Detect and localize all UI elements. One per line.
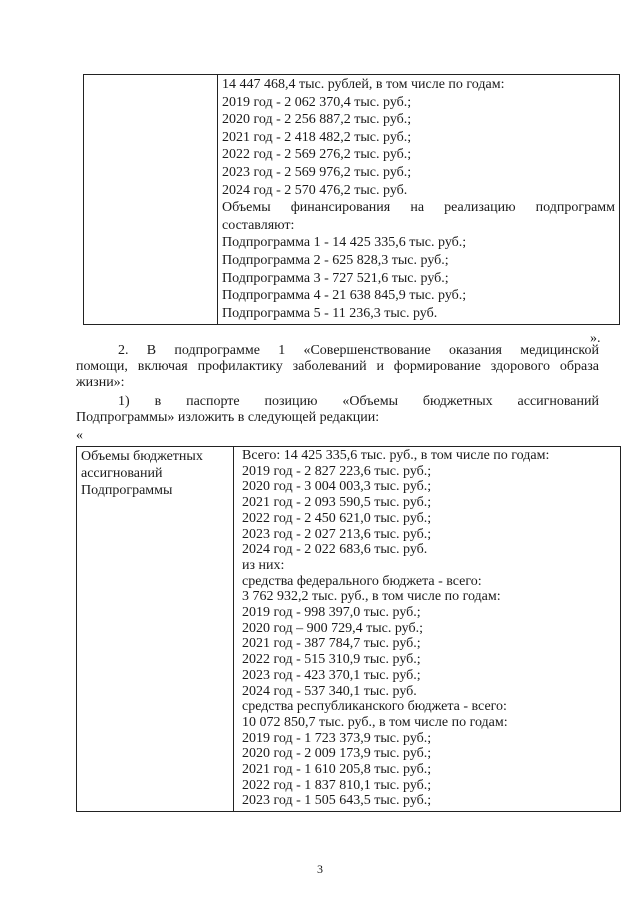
paragraph-first-line: 1) в паспорте позицию «Объемы бюджетных ассигнований	[118, 394, 599, 409]
allocation-line: 2020 год – 900 729,4 тыс. руб.;	[242, 620, 423, 636]
paragraph-item-2	[76, 343, 599, 391]
subprogram-line: Подпрограмма 4 - 21 638 845,9 тыс. руб.;	[222, 288, 467, 304]
subprogram-line: Подпрограмма 5 - 11 236,3 тыс. руб.	[222, 305, 438, 321]
row-heading-line: Объемы бюджетных	[81, 449, 203, 464]
allocation-line: 2022 год - 515 310,9 тыс. руб.;	[242, 652, 421, 668]
allocation-line: 2023 год - 2 027 213,6 тыс. руб.;	[242, 526, 432, 542]
allocation-line: Всего: 14 425 335,6 тыс. руб., в том числе по годам:	[242, 448, 550, 463]
allocation-line: 3 762 932,2 тыс. руб., в том числе по годам:	[242, 589, 501, 605]
funding-line: 2023 год - 2 569 976,2 тыс. руб.;	[222, 164, 412, 180]
allocation-line: 2022 год - 2 450 621,0 тыс. руб.;	[242, 510, 432, 526]
row-heading-line: ассигнований	[81, 466, 163, 481]
paragraph-rest: помощи, включая профилактику заболеваний и формирование здорового образа жизни»:	[76, 359, 599, 390]
table-cell-left	[77, 447, 234, 812]
allocation-line: средства республиканского бюджета - всего:	[242, 699, 507, 715]
allocation-line: 2022 год - 1 837 810,1 тыс. руб.;	[242, 777, 432, 793]
allocation-line: 10 072 850,7 тыс. руб., в том числе по годам:	[242, 714, 508, 730]
page-number: 3	[317, 862, 323, 876]
allocation-line: средства федерального бюджета - всего:	[242, 573, 482, 589]
funding-heading-line: Объемы финансирования на реализацию подпрограмм	[222, 200, 615, 216]
allocation-line: 2019 год - 998 397,0 тыс. руб.;	[242, 605, 421, 621]
allocation-line: из них:	[242, 557, 285, 573]
allocation-line: 2024 год - 2 022 683,6 тыс. руб.	[242, 542, 428, 558]
allocation-line: 2021 год - 2 093 590,5 тыс. руб.;	[242, 495, 432, 511]
paragraph-first-line: 2. В подпрограмме 1 «Совершенствование оказания медицинской	[118, 343, 599, 358]
funding-table-continuation	[83, 74, 620, 325]
funding-line: 14 447 468,4 тыс. рублей, в том числе по годам:	[222, 77, 505, 92]
allocation-line: 2019 год - 2 827 223,6 тыс. руб.;	[242, 463, 432, 479]
subprogram-line: Подпрограмма 3 - 727 521,6 тыс. руб.;	[222, 270, 449, 286]
funding-line: 2021 год - 2 418 482,2 тыс. руб.;	[222, 129, 412, 145]
funding-line: 2019 год - 2 062 370,4 тыс. руб.;	[222, 94, 412, 110]
allocation-line: 2021 год - 1 610 205,8 тыс. руб.;	[242, 762, 432, 778]
row-heading	[81, 448, 229, 499]
allocation-line: 2020 год - 3 004 003,3 тыс. руб.;	[242, 479, 432, 495]
table-cell-right	[218, 75, 620, 325]
opening-quote: «	[76, 428, 83, 443]
allocation-lines	[242, 448, 616, 809]
row-heading-line: Подпрограммы	[81, 483, 173, 498]
funding-line: 2024 год - 2 570 476,2 тыс. руб.	[222, 182, 408, 198]
allocation-line: 2019 год - 1 723 373,9 тыс. руб.;	[242, 730, 432, 746]
allocation-line: 2021 год - 387 784,7 тыс. руб.;	[242, 636, 421, 652]
funding-line: 2022 год - 2 569 276,2 тыс. руб.;	[222, 147, 412, 163]
table-row	[77, 447, 621, 812]
table-row	[84, 75, 620, 325]
funding-lines	[222, 76, 615, 199]
allocation-line: 2020 год - 2 009 173,9 тыс. руб.;	[242, 746, 432, 762]
subprogram-line: Подпрограмма 1 - 14 425 335,6 тыс. руб.;	[222, 235, 467, 251]
funding-line: 2020 год - 2 256 887,2 тыс. руб.;	[222, 112, 412, 128]
allocation-line: 2023 год - 423 370,1 тыс. руб.;	[242, 667, 421, 683]
paragraph-rest: Подпрограммы» изложить в следующей редакции:	[76, 410, 380, 425]
subprogram-list	[222, 234, 615, 322]
paragraph-item-1	[76, 394, 599, 426]
allocation-line: 2023 год - 1 505 643,5 тыс. руб.;	[242, 793, 432, 809]
subprogram-line: Подпрограмма 2 - 625 828,3 тыс. руб.;	[222, 252, 449, 268]
funding-heading-line: составляют:	[222, 217, 295, 233]
budget-allocations-table	[76, 446, 621, 812]
closing-quote: ».	[590, 331, 601, 346]
table-cell-left-empty	[84, 75, 218, 325]
allocation-line: 2024 год - 537 340,1 тыс. руб.	[242, 683, 417, 699]
table-cell-right	[234, 447, 621, 812]
